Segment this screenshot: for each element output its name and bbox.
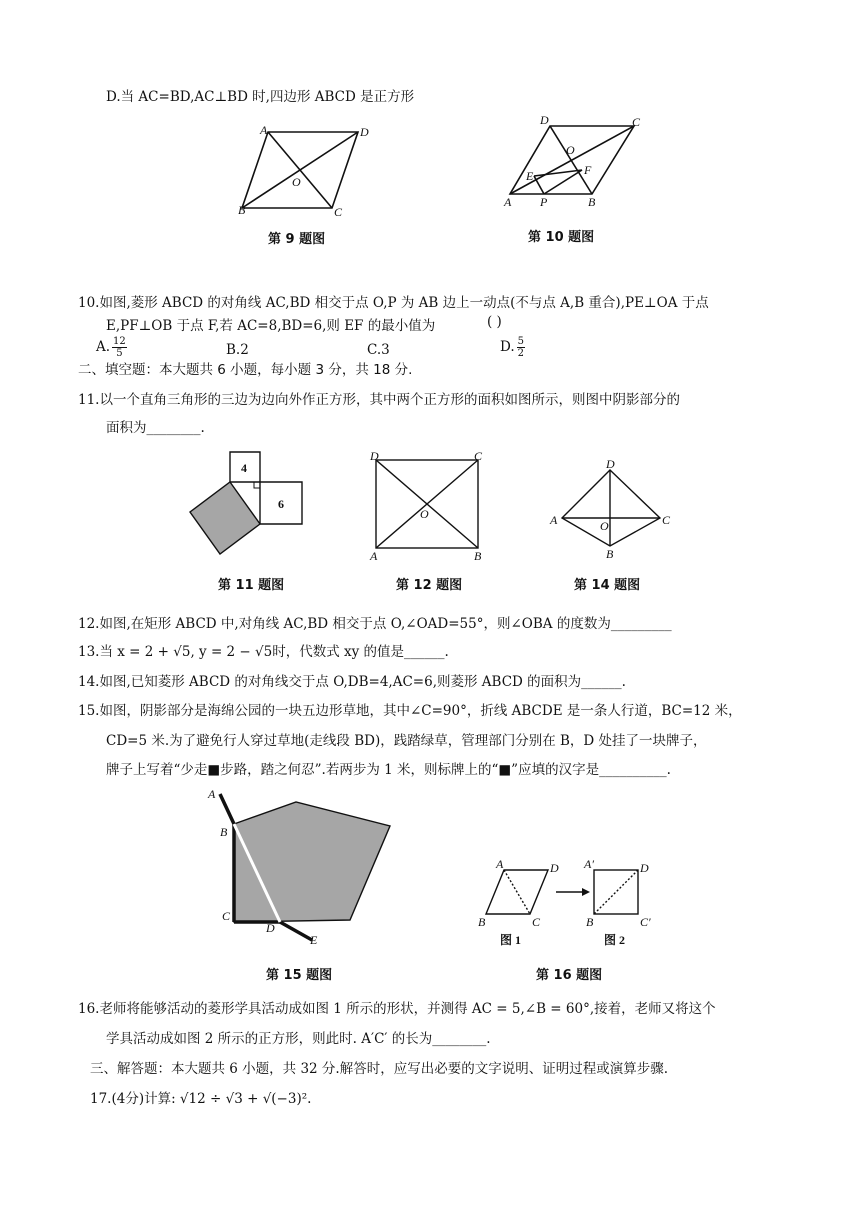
fig16-sub-caption-1: 图 1 (500, 933, 522, 947)
q15-line-3: 牌子上写着“少走■步路，踏之何忍”.若两步为 1 米，则标牌上的“■”应填的汉字是__________. (106, 762, 671, 778)
fig12-caption: 第 12 题图 (396, 578, 463, 593)
q10-line-1: 10.如图,菱形 ABCD 的对角线 AC,BD 相交于点 O,P 为 AB 边上一动点(不与点 A,B 重合),PE⊥OA 于点 (78, 295, 709, 311)
q13-text: 13.当 x = 2 + √5, y = 2 − √5时，代数式 xy 的值是______. (78, 644, 449, 660)
q10-option-c: C.3 (367, 342, 390, 358)
fig16-fig2-label-a: A′ (584, 857, 594, 871)
fig10-label-o: O (566, 143, 575, 157)
fig14-label-d: D (606, 457, 615, 471)
fig14-label-b: B (606, 547, 614, 561)
fig11-number-4: 4 (241, 461, 247, 475)
figure-15-pentagon (200, 788, 400, 948)
fig15-label-e: E (310, 933, 318, 947)
q10-line-2: E,PF⊥OB 于点 F,若 AC=8,BD=6,则 EF 的最小值为 (106, 318, 436, 334)
fig9-label-a: A (260, 123, 268, 137)
q10-option-d: D. $\frac{5}{2}$ (500, 336, 525, 359)
figure-10-rhombus (500, 112, 650, 212)
fig15-label-d: D (266, 921, 275, 935)
fig16-fig1-label-c: C (532, 915, 541, 929)
fig10-label-d: D (540, 113, 549, 127)
fig10-label-b: B (588, 195, 596, 209)
fig15-label-c: C (222, 909, 231, 923)
fig10-label-p: P (540, 195, 548, 209)
fig10-label-c: C (632, 115, 641, 129)
fig14-label-o: O (600, 519, 609, 533)
fig11-number-6: 6 (278, 497, 284, 511)
fig9-label-o: O (292, 175, 301, 189)
figure-11-squares (186, 448, 306, 566)
q10-answer-paren: ( ) (487, 314, 502, 330)
fig16-sub-caption-2: 图 2 (604, 933, 626, 947)
fig10-label-e: E (526, 169, 534, 183)
figure-16-rhombus-to-square (474, 852, 684, 952)
q17-text: 17.(4分)计算: √12 ÷ √3 + √(−3)². (90, 1091, 312, 1107)
fig16-fig2-label-b: B (586, 915, 594, 929)
q16-line-2: 学具活动成如图 2 所示的正方形，则此时. A′C′ 的长为________. (106, 1031, 491, 1047)
fig16-arrow-head (582, 888, 590, 896)
q11-line-2: 面积为________. (106, 420, 205, 436)
fig9-label-b: B (238, 203, 246, 217)
fig16-fig1-label-b: B (478, 915, 486, 929)
fig10-caption: 第 10 题图 (528, 230, 595, 245)
fig9-label-d: D (360, 125, 369, 139)
q16-line-1: 16.老师将能够活动的菱形学具活动成如图 1 所示的形状，并测得 AC = 5,∠B = 60°,接着，老师又将这个 (78, 1001, 716, 1017)
fig16-fig2-label-c: C′ (640, 915, 651, 929)
fig12-label-c: C (474, 449, 483, 463)
fig16-fig1-diagonal-ac (504, 870, 530, 914)
q14-text: 14.如图,已知菱形 ABCD 的对角线交于点 O,DB=4,AC=6,则菱形 ABCD 的面积为______. (78, 674, 626, 690)
fig15-shaded-pentagon (234, 802, 390, 922)
fig16-fig1-label-a: A (496, 857, 504, 871)
fig12-label-d: D (370, 449, 379, 463)
figure-12-rectangle (366, 448, 486, 564)
q15-line-1: 15.如图，阴影部分是海绵公园的一块五边形草地，其中∠C=90°，折线 ABCDE 是一条人行道，BC=12 米， (78, 703, 742, 719)
fig10-label-f: F (584, 163, 592, 177)
fig11-right-angle-mark (254, 482, 260, 488)
figure-9-parallelogram (240, 120, 370, 220)
fig14-label-c: C (662, 513, 671, 527)
fig15-label-b: B (220, 825, 228, 839)
fig10-diagonal-bd (550, 126, 592, 194)
fig15-label-a: A (208, 787, 216, 801)
fig12-label-a: A (370, 549, 378, 563)
fig15-caption: 第 15 题图 (266, 968, 333, 983)
q12-text: 12.如图,在矩形 ABCD 中,对角线 AC,BD 相交于点 O,∠OAD=55°，则∠OBA 的度数为_________ (78, 616, 672, 632)
fig12-label-o: O (420, 507, 429, 521)
q11-line-1: 11.以一个直角三角形的三边为边向外作正方形，其中两个正方形的面积如图所示，则图中阴影部分的 (78, 392, 680, 408)
fig14-caption: 第 14 题图 (574, 578, 641, 593)
q15-line-2: CD=5 米.为了避免行人穿过草地(走线段 BD)，践踏绿草，管理部门分别在 B，D 处挂了一块牌子， (106, 733, 707, 749)
fig16-fig1-label-d: D (550, 861, 559, 875)
q10-option-a: A. $\frac{12}{5}$ (96, 336, 126, 359)
figure-14-rhombus (548, 457, 678, 561)
fig10-diagonal-ac (510, 126, 634, 194)
fig16-fig2-label-d: D (640, 861, 649, 875)
section-3-heading: 三、解答题：本大题共 6 小题，共 32 分.解答时，应写出必要的文字说明、证明过程或演算步骤. (90, 1061, 669, 1077)
fig9-caption: 第 9 题图 (268, 232, 326, 247)
q9-option-d: D.当 AC=BD,AC⊥BD 时,四边形 ABCD 是正方形 (106, 89, 415, 105)
q10-option-b: B.2 (226, 342, 249, 358)
fig11-shaded-square (190, 482, 260, 554)
fig16-fig2-diagonal (594, 870, 638, 914)
fig14-label-a: A (550, 513, 558, 527)
section-2-heading: 二、填空题：本大题共 6 小题，每小题 3 分，共 18 分. (78, 362, 413, 378)
fig9-diagonal-bd (242, 132, 358, 208)
fig14-rhombus-outline (562, 470, 660, 546)
fig11-caption: 第 11 题图 (218, 578, 285, 593)
fig12-label-b: B (474, 549, 482, 563)
fig10-label-a: A (504, 195, 512, 209)
fig16-caption: 第 16 题图 (536, 968, 603, 983)
fig9-label-c: C (334, 205, 343, 219)
